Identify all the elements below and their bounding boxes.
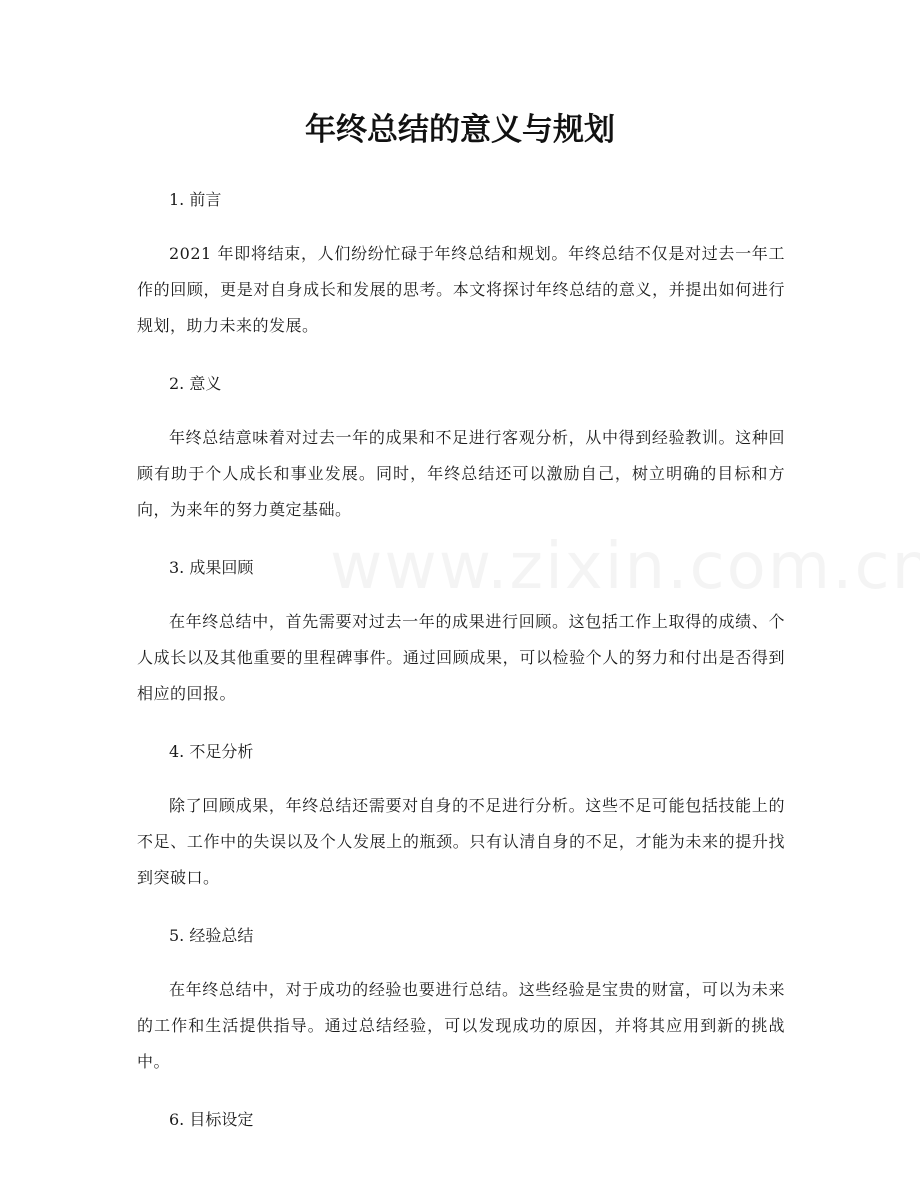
section-body-shortcomings: 除了回顾成果，年终总结还需要对自身的不足进行分析。这些不足可能包括技能上的不足、工作中的失误以及个人发展上的瓶颈。只有认清自身的不足，才能为未来的提升找到突破口。 — [137, 796, 785, 887]
section-heading-achievements: 3. 成果回顾 — [169, 558, 254, 577]
section-body-preface: 2021 年即将结束，人们纷纷忙碌于年终总结和规划。年终总结不仅是对过去一年工作的回顾，更是对自身成长和发展的思考。本文将探讨年终总结的意义，并提出如何进行规划，助力未来的发展。 — [137, 244, 785, 335]
document-body — [137, 183, 785, 1137]
section-heading-meaning: 2. 意义 — [169, 374, 222, 393]
document-title: 年终总结的意义与规划 — [305, 112, 615, 148]
section-heading-preface: 1. 前言 — [169, 190, 222, 209]
section-heading-shortcomings: 4. 不足分析 — [169, 742, 254, 761]
section-heading-goals: 6. 目标设定 — [169, 1110, 254, 1129]
section-body-meaning: 年终总结意味着对过去一年的成果和不足进行客观分析，从中得到经验教训。这种回顾有助于个人成长和事业发展。同时，年终总结还可以激励自己，树立明确的目标和方向，为来年的努力奠定基础。 — [137, 428, 785, 519]
section-body-experience: 在年终总结中，对于成功的经验也要进行总结。这些经验是宝贵的财富，可以为未来的工作和生活提供指导。通过总结经验，可以发现成功的原因，并将其应用到新的挑战中。 — [137, 980, 785, 1071]
section-body-achievements: 在年终总结中，首先需要对过去一年的成果进行回顾。这包括工作上取得的成绩、个人成长以及其他重要的里程碑事件。通过回顾成果，可以检验个人的努力和付出是否得到相应的回报。 — [137, 612, 785, 703]
section-heading-experience: 5. 经验总结 — [169, 926, 254, 945]
